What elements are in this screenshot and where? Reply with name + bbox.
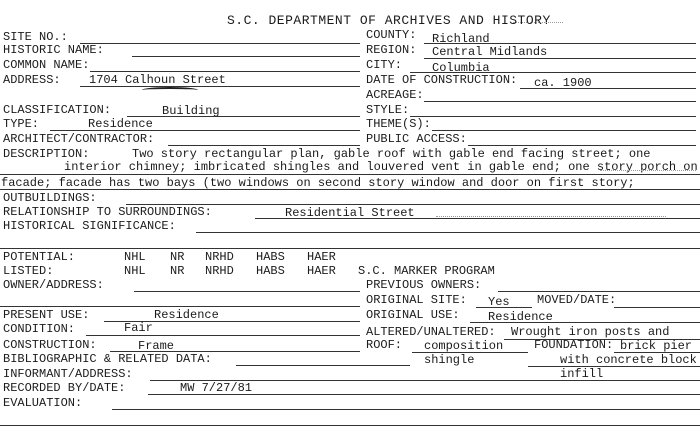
themes-line: [432, 130, 696, 131]
potential-nr: NR: [170, 250, 185, 264]
owner-address-label: OWNER/ADDRESS:: [3, 278, 104, 292]
roof-value-1: composition: [424, 339, 504, 353]
common-name-label: COMMON NAME:: [3, 58, 90, 72]
potential-haer: HAER: [307, 250, 336, 264]
foundation-value-1: brick pier: [620, 339, 693, 353]
moved-date-label: MOVED/DATE:: [537, 293, 617, 307]
listed-nrhd: NRHD: [205, 264, 234, 278]
region-label: REGION:: [366, 43, 417, 57]
public-access-label: PUBLIC ACCESS:: [366, 132, 467, 146]
significance-rule: [0, 248, 700, 249]
county-label: COUNTY:: [366, 28, 417, 42]
architect-label: ARCHITECT/CONTRACTOR:: [3, 132, 155, 146]
classification-line: [127, 116, 360, 117]
original-site-value: Yes: [488, 295, 510, 309]
condition-line: [86, 335, 360, 336]
evaluation-line-2: [0, 425, 700, 426]
description-line-1: Two story rectangular plan, gable roof with gable end facing street; one: [132, 147, 651, 161]
address-label: ADDRESS:: [3, 73, 61, 87]
recorded-value: MW 7/27/81: [180, 381, 253, 395]
faint-dotted-rule-1: [600, 170, 696, 171]
construction-label: CONSTRUCTION:: [3, 338, 97, 352]
owner-address-line-2: [0, 306, 360, 307]
listed-label: LISTED:: [3, 264, 54, 278]
region-line: [424, 58, 696, 59]
common-name-line: [90, 71, 360, 72]
listed-nr: NR: [170, 264, 185, 278]
county-value: Richland: [432, 32, 490, 46]
architect-line: [168, 145, 360, 146]
roof-value-2: shingle: [424, 353, 475, 367]
type-line: [50, 130, 360, 131]
listed-habs: HABS: [256, 264, 285, 278]
owner-address-line: [134, 291, 360, 292]
date-of-construction-line: [520, 88, 696, 89]
description-line-2: interior chimney; imbricated shingles and louvered vent in gable end; one story porch on: [64, 160, 698, 174]
potential-nhl: NHL: [124, 250, 146, 264]
recorded-label: RECORDED BY/DATE:: [3, 381, 126, 395]
themes-label: THEME(S):: [366, 117, 431, 131]
construction-value: Frame: [138, 339, 175, 353]
previous-owners-line: [498, 291, 700, 292]
region-value: Central Midlands: [432, 45, 548, 59]
classification-value: Building: [162, 104, 220, 118]
relationship-value: Residential Street: [285, 206, 415, 220]
description-line-3: facade; facade has two bays (two windows on second story window and door on first story;: [1, 176, 635, 190]
classification-label: CLASSIFICATION:: [3, 103, 112, 117]
roof-label: ROOF:: [366, 338, 403, 352]
recorded-line: [148, 394, 700, 395]
relationship-line: [255, 218, 700, 219]
altered-label: ALTERED/UNALTERED:: [366, 325, 496, 339]
address-line: [80, 86, 360, 87]
informant-label: INFORMANT/ADDRESS:: [3, 367, 133, 381]
evaluation-label: EVALUATION:: [3, 396, 83, 410]
faint-dotted-rule-2: [436, 216, 666, 217]
evaluation-line: [112, 409, 700, 410]
site-no-line: [80, 43, 360, 44]
address-value: 1704 Calhoun Street: [89, 73, 226, 87]
altered-value: Wrought iron posts and: [511, 325, 670, 339]
style-line: [410, 116, 696, 117]
listed-nhl: NHL: [124, 264, 146, 278]
significance-label: HISTORICAL SIGNIFICANCE:: [3, 219, 176, 233]
outbuildings-line: [126, 204, 700, 205]
city-label: CITY:: [366, 58, 403, 72]
bibliographic-line: [236, 365, 410, 366]
type-value: Residence: [88, 117, 153, 131]
historic-name-line: [132, 56, 360, 57]
original-use-line: [470, 322, 700, 323]
moved-date-line: [614, 307, 700, 308]
previous-owners-label: PREVIOUS OWNERS:: [366, 278, 482, 292]
original-site-line: [476, 307, 532, 308]
potential-habs: HABS: [256, 250, 285, 264]
relationship-label: RELATIONSHIP TO SURROUNDINGS:: [3, 205, 212, 219]
acreage-label: ACREAGE:: [366, 88, 424, 102]
foundation-value-3: infill: [560, 367, 604, 381]
description-rule-1: [0, 174, 700, 175]
title-dotted-rule: [513, 22, 563, 23]
present-use-label: PRESENT USE:: [3, 308, 90, 322]
original-use-label: ORIGINAL USE:: [366, 308, 460, 322]
foundation-line-2: [528, 366, 700, 367]
condition-label: CONDITION:: [3, 322, 76, 336]
listed-haer: HAER: [307, 264, 336, 278]
condition-value: Fair: [124, 321, 153, 335]
address-pen-underline: [142, 87, 198, 93]
present-use-value: Residence: [154, 308, 219, 322]
significance-line: [196, 232, 700, 233]
bibliographic-label: BIBLIOGRAPHIC & RELATED DATA:: [3, 352, 212, 366]
style-label: STYLE:: [366, 103, 410, 117]
date-of-construction-value: ca. 1900: [534, 76, 592, 90]
county-line: [424, 43, 696, 44]
foundation-value-2: with concrete block: [560, 353, 697, 367]
public-access-line: [468, 145, 696, 146]
acreage-line: [424, 101, 696, 102]
site-no-label: SITE NO.:: [3, 30, 68, 44]
type-label: TYPE:: [3, 117, 40, 131]
original-site-label: ORIGINAL SITE:: [366, 293, 467, 307]
marker-program-label: S.C. MARKER PROGRAM: [358, 264, 495, 278]
description-rule-2: [0, 189, 700, 190]
potential-label: POTENTIAL:: [3, 250, 76, 264]
original-use-value: Residence: [488, 310, 553, 324]
city-value: Columbia: [432, 61, 490, 75]
form-title: S.C. DEPARTMENT OF ARCHIVES AND HISTORY: [227, 13, 551, 28]
description-label: DESCRIPTION:: [3, 147, 90, 161]
historic-name-label: HISTORIC NAME:: [3, 43, 104, 57]
potential-nrhd: NRHD: [205, 250, 234, 264]
date-of-construction-label: DATE OF CONSTRUCTION:: [366, 73, 518, 87]
foundation-label: FOUNDATION:: [534, 338, 614, 352]
outbuildings-label: OUTBUILDINGS:: [3, 191, 97, 205]
